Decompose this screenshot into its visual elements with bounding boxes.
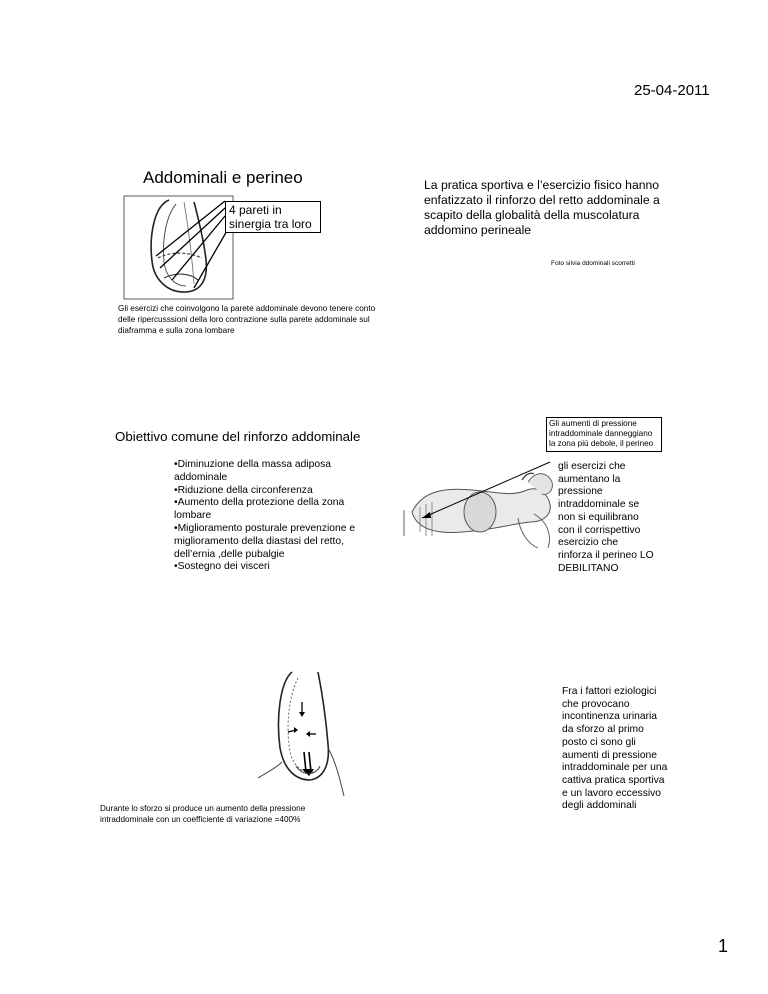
slide6-text: Fra i fattori eziologici che provocano incontinenza urinaria da sforzo al primo posto ci sono gli aumenti di pressione intraddominale per una cattiva pratica sportiva e un lavoro eccessivo degli addominali [562, 686, 668, 812]
list-item: •Riduzione della circonferenza [174, 484, 313, 496]
slide5-caption: Durante lo sforzo si produce un aumento della pressione intraddominale con un coefficiente di variazione =400% [100, 804, 306, 824]
slide1-caption: Gli esercizi che coinvolgono la parete addominale devono tenere conto delle ripercusssioni della loro contrazione sulla parete addominale sul diaframma e sulla zona lombare [118, 304, 376, 335]
document-date: 25-04-2011 [634, 82, 710, 99]
slide4-callout: Gli aumenti di pressione intraddominale danneggiano la zona più debole, il perineo [546, 417, 662, 452]
slide3-title: Obiettivo comune del rinforzo addominale [115, 429, 361, 444]
page-number: 1 [718, 936, 729, 956]
slide1-title: Addominali e perineo [143, 168, 303, 187]
slide2-text: La pratica sportiva e l’esercizio fisico hanno enfatizzato il rinforzo del retto addominale a scapito della globalità della muscolatura addomino perineale [424, 178, 660, 237]
abdomen-walls-illustration [124, 196, 234, 300]
slide4-text: gli esercizi che aumentano la pressione intraddominale se non si equilibrano con il corrispettivo esercizio che rinforza il perineo LO DEBILITANO [558, 461, 654, 574]
abdominal-pressure-illustration [258, 668, 348, 798]
list-item: •Miglioramento posturale prevenzione e miglioramento della diastasi del retto, dell’ernia ,delle pubalgie [174, 522, 356, 560]
list-item: •Aumento della protezione della zona lombare [174, 497, 345, 522]
slide3-bullet-list [174, 459, 374, 574]
slide1-callout: 4 pareti in sinergia tra loro [225, 201, 321, 233]
list-item: •Diminuzione della massa adiposa addominale [174, 459, 331, 483]
slide2-photo-note: Foto silvia ddominali scorretti [551, 260, 635, 267]
list-item: •Sostegno dei visceri [174, 561, 270, 573]
lying-figure-illustration [402, 452, 562, 557]
